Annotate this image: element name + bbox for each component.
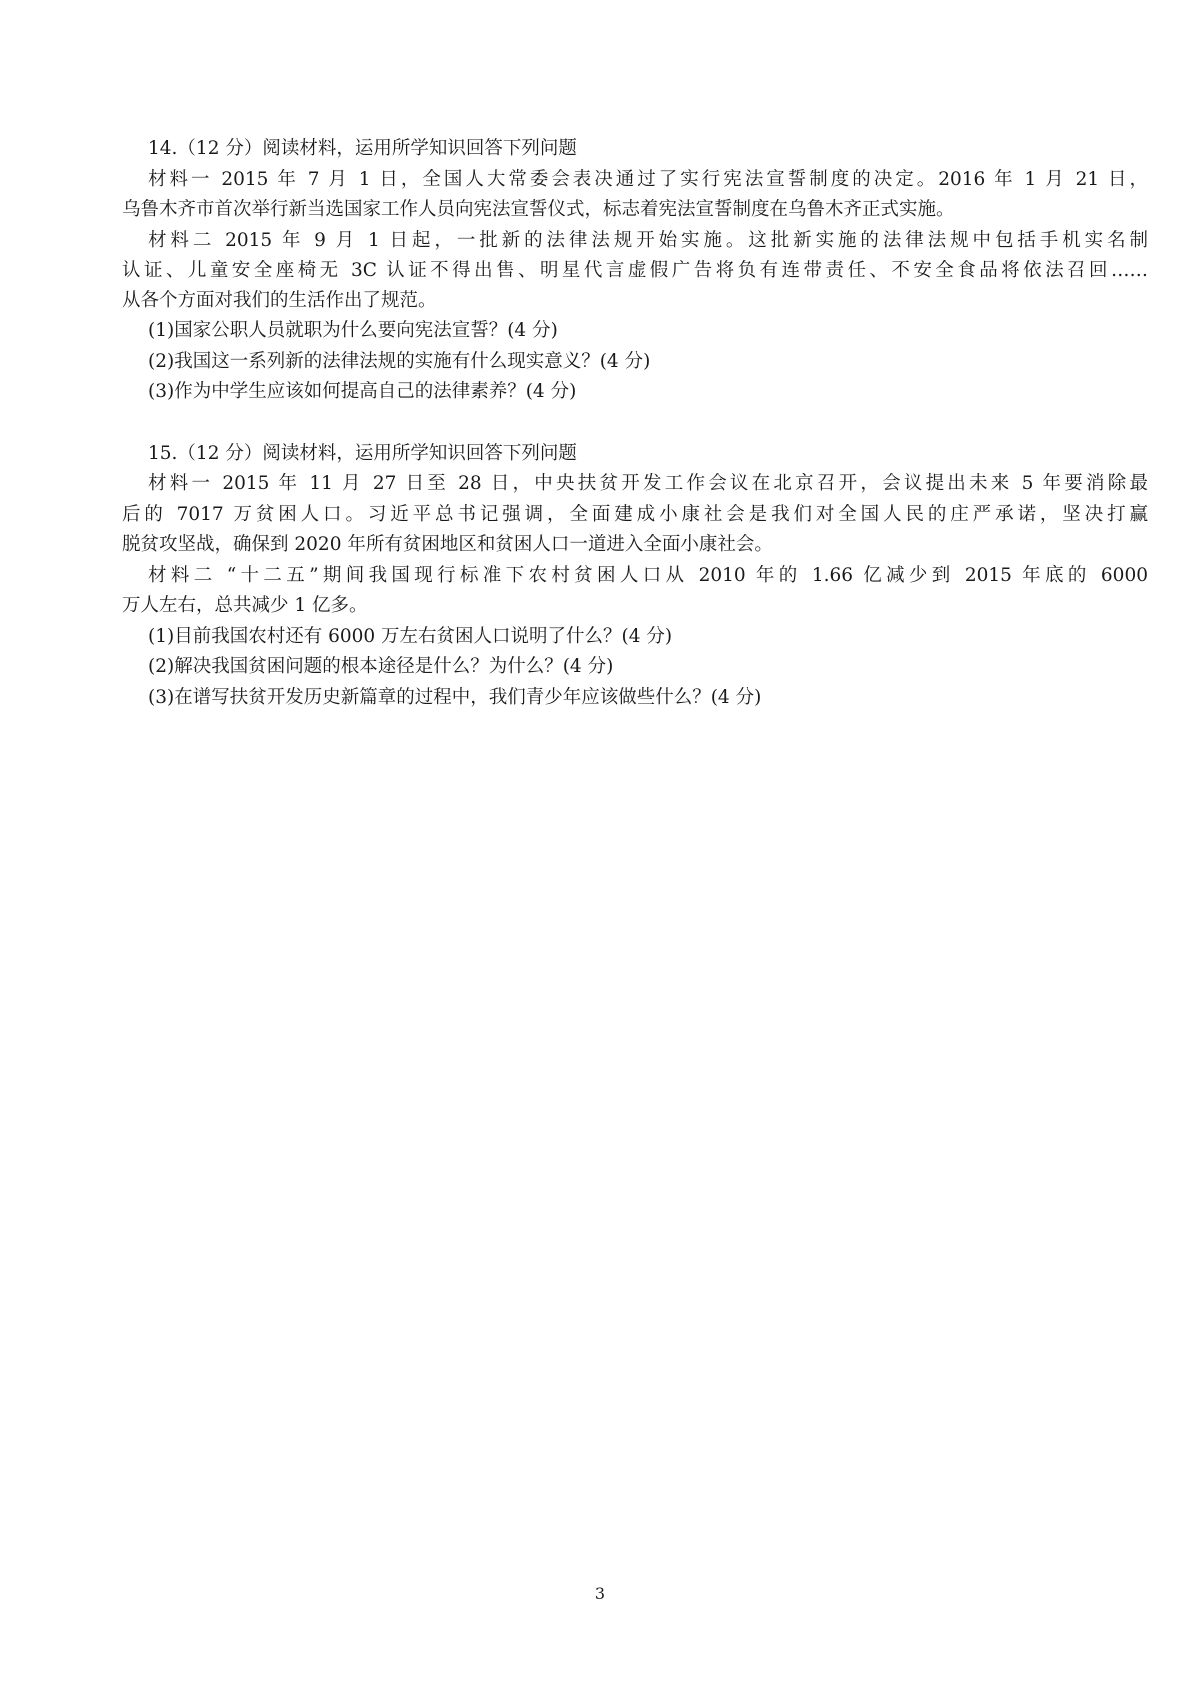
q14-material1-line1: 材料一 2015 年 7 月 1 日，全国人大常委会表决通过了实行宪法宣誓制度的决定。2016 年 1 月 21 日， — [148, 169, 1148, 190]
q15-heading: 15.（12 分）阅读材料，运用所学知识回答下列问题 — [148, 443, 577, 464]
q14-material2-line3: 从各个方面对我们的生活作出了规范。 — [122, 290, 437, 311]
q15-material1-line3: 脱贫攻坚战，确保到 2020 年所有贫困地区和贫困人口一道进入全面小康社会。 — [122, 534, 773, 555]
q14-material1-line2: 乌鲁木齐市首次举行新当选国家工作人员向宪法宣誓仪式，标志着宪法宣誓制度在乌鲁木齐正式实施。 — [122, 199, 955, 220]
q14-question-3: (3)作为中学生应该如何提高自己的法律素养？(4 分) — [148, 381, 577, 402]
q14-question-1: (1)国家公职人员就职为什么要向宪法宣誓？(4 分) — [148, 320, 558, 341]
q14-material2-line1: 材料二 2015 年 9 月 1 日起，一批新的法律法规开始实施。这批新实施的法律法规中包括手机实名制 — [148, 230, 1148, 251]
q15-question-1: (1)目前我国农村还有 6000 万左右贫困人口说明了什么？(4 分) — [148, 626, 673, 647]
q15-question-3: (3)在谱写扶贫开发历史新篇章的过程中，我们青少年应该做些什么？(4 分) — [148, 687, 762, 708]
page-number: 3 — [594, 1584, 606, 1603]
q14-question-2: (2)我国这一系列新的法律法规的实施有什么现实意义？(4 分) — [148, 351, 651, 372]
q14-material2-line2: 认证、儿童安全座椅无 3C 认证不得出售、明星代言虚假广告将负有连带责任、不安全食品将依法召回…… — [122, 260, 1148, 281]
q15-material1-line1: 材料一 2015 年 11 月 27 日至 28 日，中央扶贫开发工作会议在北京召开，会议提出未来 5 年要消除最 — [148, 473, 1148, 494]
q15-material2-line1: 材料二 “十二五”期间我国现行标准下农村贫困人口从 2010 年的 1.66 亿减少到 2015 年底的 6000 — [148, 565, 1148, 586]
q15-material2-line2: 万人左右，总共减少 1 亿多。 — [122, 595, 368, 616]
q15-question-2: (2)解决我国贫困问题的根本途径是什么？为什么？(4 分) — [148, 656, 614, 677]
q14-heading: 14.（12 分）阅读材料，运用所学知识回答下列问题 — [148, 138, 577, 159]
q15-material1-line2: 后的 7017 万贫困人口。习近平总书记强调，全面建成小康社会是我们对全国人民的庄严承诺，坚决打赢 — [122, 504, 1148, 525]
